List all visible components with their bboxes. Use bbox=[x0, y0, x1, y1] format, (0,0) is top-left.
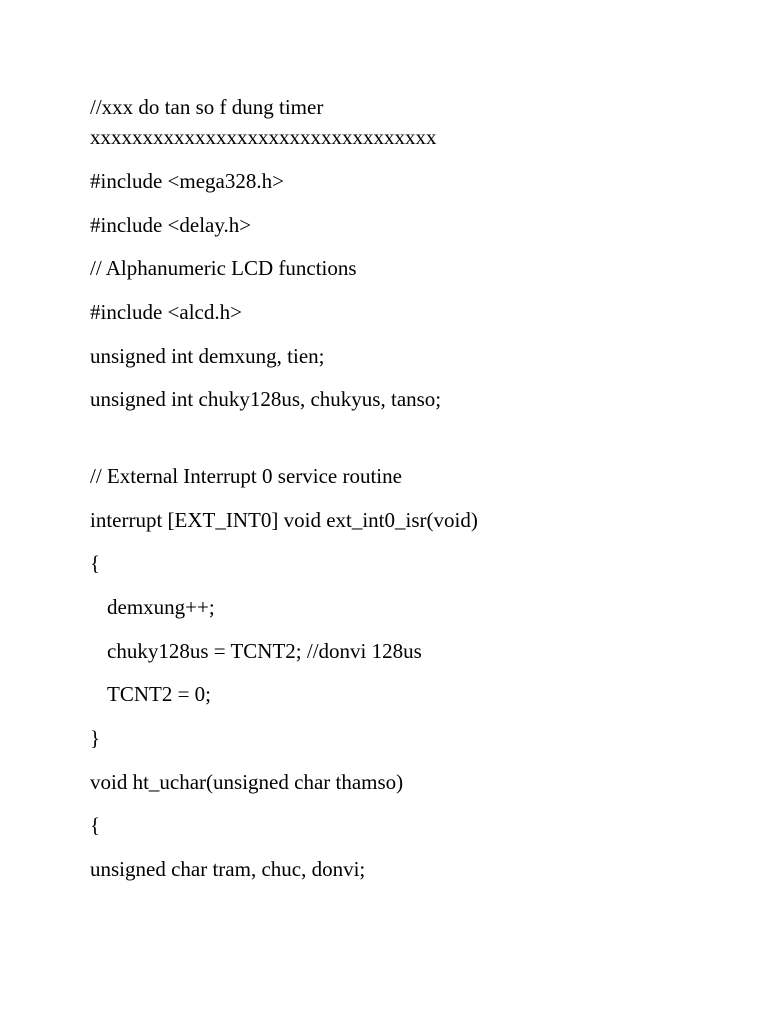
code-declaration-chuky: unsigned int chuky128us, chukyus, tanso; bbox=[90, 387, 442, 411]
code-comment-separator: xxxxxxxxxxxxxxxxxxxxxxxxxxxxxxxxx bbox=[90, 125, 437, 149]
code-declaration-digits: unsigned char tram, chuc, donvi; bbox=[90, 857, 366, 881]
code-statement-chuky: chuky128us = TCNT2; //donvi 128us bbox=[107, 639, 422, 663]
code-open-brace-2: { bbox=[90, 813, 101, 837]
code-statement-increment: demxung++; bbox=[107, 595, 215, 619]
code-include-alcd: #include <alcd.h> bbox=[90, 300, 242, 324]
code-statement-reset: TCNT2 = 0; bbox=[107, 682, 212, 706]
code-interrupt-signature: interrupt [EXT_INT0] void ext_int0_isr(void) bbox=[90, 508, 478, 532]
code-include-mega328: #include <mega328.h> bbox=[90, 169, 284, 193]
code-comment-interrupt: // External Interrupt 0 service routine bbox=[90, 464, 402, 488]
code-comment-lcd: // Alphanumeric LCD functions bbox=[90, 256, 357, 280]
code-close-brace: } bbox=[90, 726, 101, 750]
code-comment-title: //xxx do tan so f dung timer bbox=[90, 95, 324, 119]
code-function-signature: void ht_uchar(unsigned char thamso) bbox=[90, 770, 404, 794]
code-include-delay: #include <delay.h> bbox=[90, 213, 252, 237]
code-declaration-demxung: unsigned int demxung, tien; bbox=[90, 344, 325, 368]
code-open-brace: { bbox=[90, 551, 101, 575]
